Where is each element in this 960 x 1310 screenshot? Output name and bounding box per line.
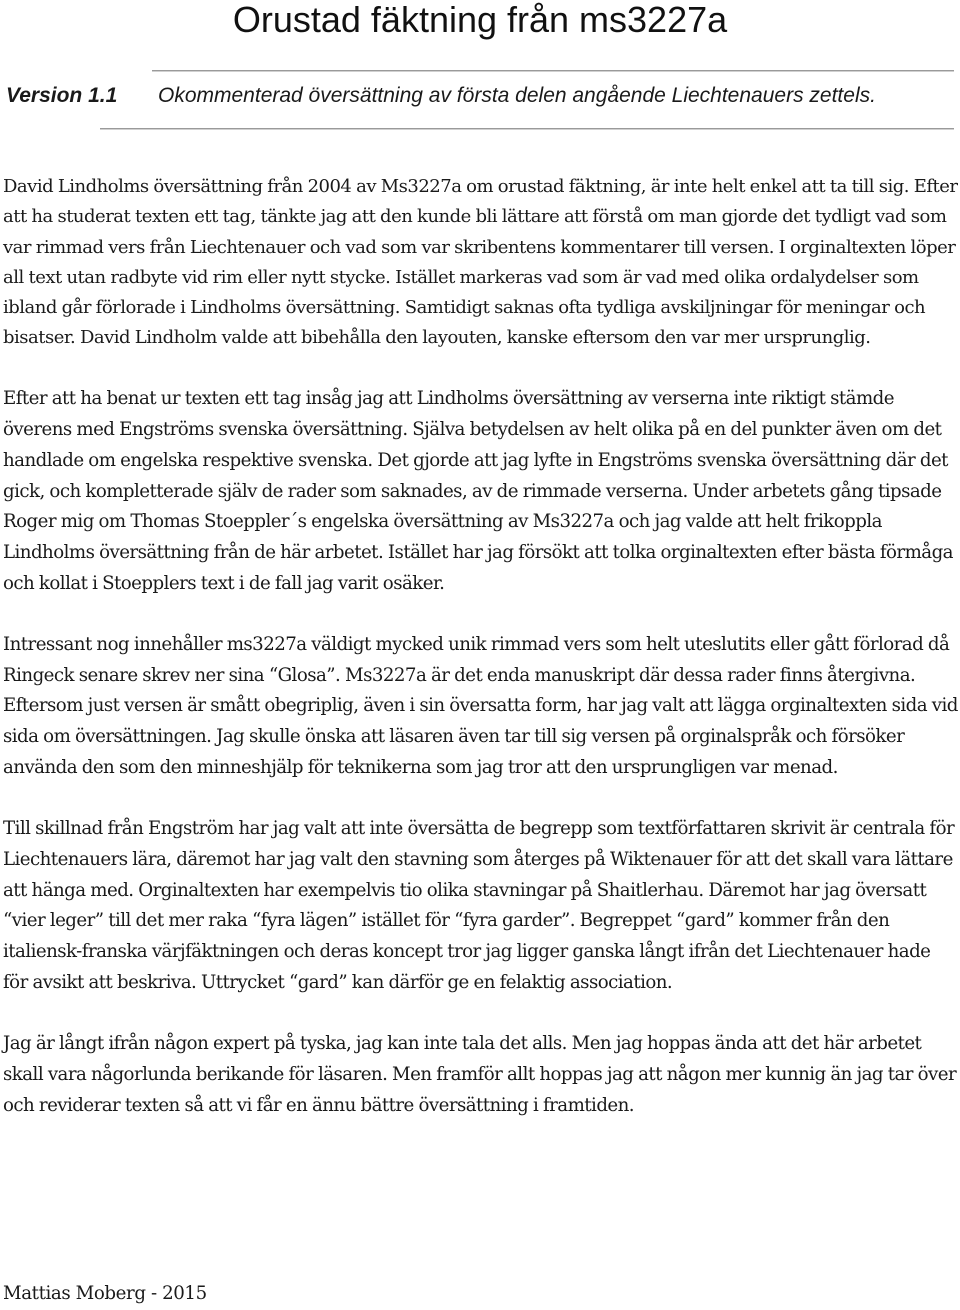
- document-title: Orustad fäktning från ms3227a: [232, 0, 728, 40]
- paragraph-2: Efter att ha benat ur texten ett tag insåg jag att Lindholms översättning av verserna inte riktigt stämde överens med Engströms svenska översättning. Själva betydelsen av helt olika på en del punkter även om det handlade om engelska respektive svenska. Det gjorde att jag lyfte in Engströms svenska översättning där det gick, och kompletterade själv de rader som saknades, av de rimmade verserna. Under arbetets gång tipsade Roger mig om Thomas Stoeppler´s engelska översättning av Ms3227a och jag valde att helt frikoppla Lindholms översättning från de här arbetet. Istället har jag försökt att tolka orginaltexten efter bästa förmåga och kollat i Stoepplers text i de fall jag varit osäker.: [3, 388, 953, 594]
- paragraph-4: Till skillnad från Engström har jag valt att inte översätta de begrepp som textförfattaren skrivit är centrala för Liechtenauers lära, däremot har jag valt den stavning som återges på Wiktenauer för att det skall vara lättare att hänga med. Orginaltexten har exempelvis tio olika stavningar på Shaitlerhau. Däremot har jag översatt “vier leger” till det mer raka “fyra lägen” istället för “fyra garder”. Begreppet “gard” kommer från den italiensk-franska värjfäktningen och deras koncept tror jag ligger ganska långt ifrån det Liechtenauer hade för avsikt att beskriva. Uttrycket “gard” kan därför ge en felaktig association.: [3, 818, 955, 993]
- document-body: [3, 172, 958, 1121]
- paragraph-gap: [3, 354, 958, 385]
- paragraph-gap: [3, 999, 958, 1030]
- paragraph-5: Jag är långt ifrån någon expert på tyska, jag kan inte tala det alls. Men jag hoppas ända att det här arbetet skall vara någorlunda berikande för läsaren. Men framför allt hoppas jag att någon mer kunnig än jag tar över och reviderar texten så att vi får en ännu bättre översättning i framtiden.: [3, 1033, 957, 1116]
- header-rule-bottom: [100, 128, 954, 130]
- header-rule-top: [152, 70, 954, 72]
- paragraph-gap: [3, 599, 958, 630]
- version-label: Version 1.1: [6, 84, 118, 107]
- author-signature: Mattias Moberg - 2015: [3, 1283, 207, 1304]
- version-description: Okommenterad översättning av första delen angående Liechtenauers zettels.: [158, 84, 876, 107]
- paragraph-gap: [3, 784, 958, 815]
- paragraph-3: Intressant nog innehåller ms3227a väldigt mycked unik rimmad vers som helt uteslutits eller gått förlorad då Ringeck senare skrev ner sina “Glosa”. Ms3227a är det enda manuskript där dessa rader finns återgivna. Eftersom just versen är smått obegriplig, även i sin översatta form, har jag valt att lägga orginaltexten sida vid sida om översättningen. Jag skulle önska att läsaren även tar till sig versen på orginalspråk och försöker använda den som den minneshjälp för teknikerna som jag tror att den ursprungligen var menad.: [3, 634, 958, 778]
- paragraph-1: David Lindholms översättning från 2004 av Ms3227a om orustad fäktning, är inte helt enkel att ta till sig. Efter att ha studerat texten ett tag, tänkte jag att den kunde bli lättare att förstå om man gjorde det tydligt vad som var rimmad vers från Liechtenauer och vad som var skribentens kommentarer till versen. I orginaltexten löper all text utan radbyte vid rim eller nytt stycke. Istället markeras vad som är vad med olika ordalydelser som ibland går förlorade i Lindholms översättning. Samtidigt saknas ofta tydliga avskiljningar för meningar och bisatser. David Lindholm valde att bibehålla den layouten, kanske eftersom den var mer ursprunglig.: [3, 176, 958, 349]
